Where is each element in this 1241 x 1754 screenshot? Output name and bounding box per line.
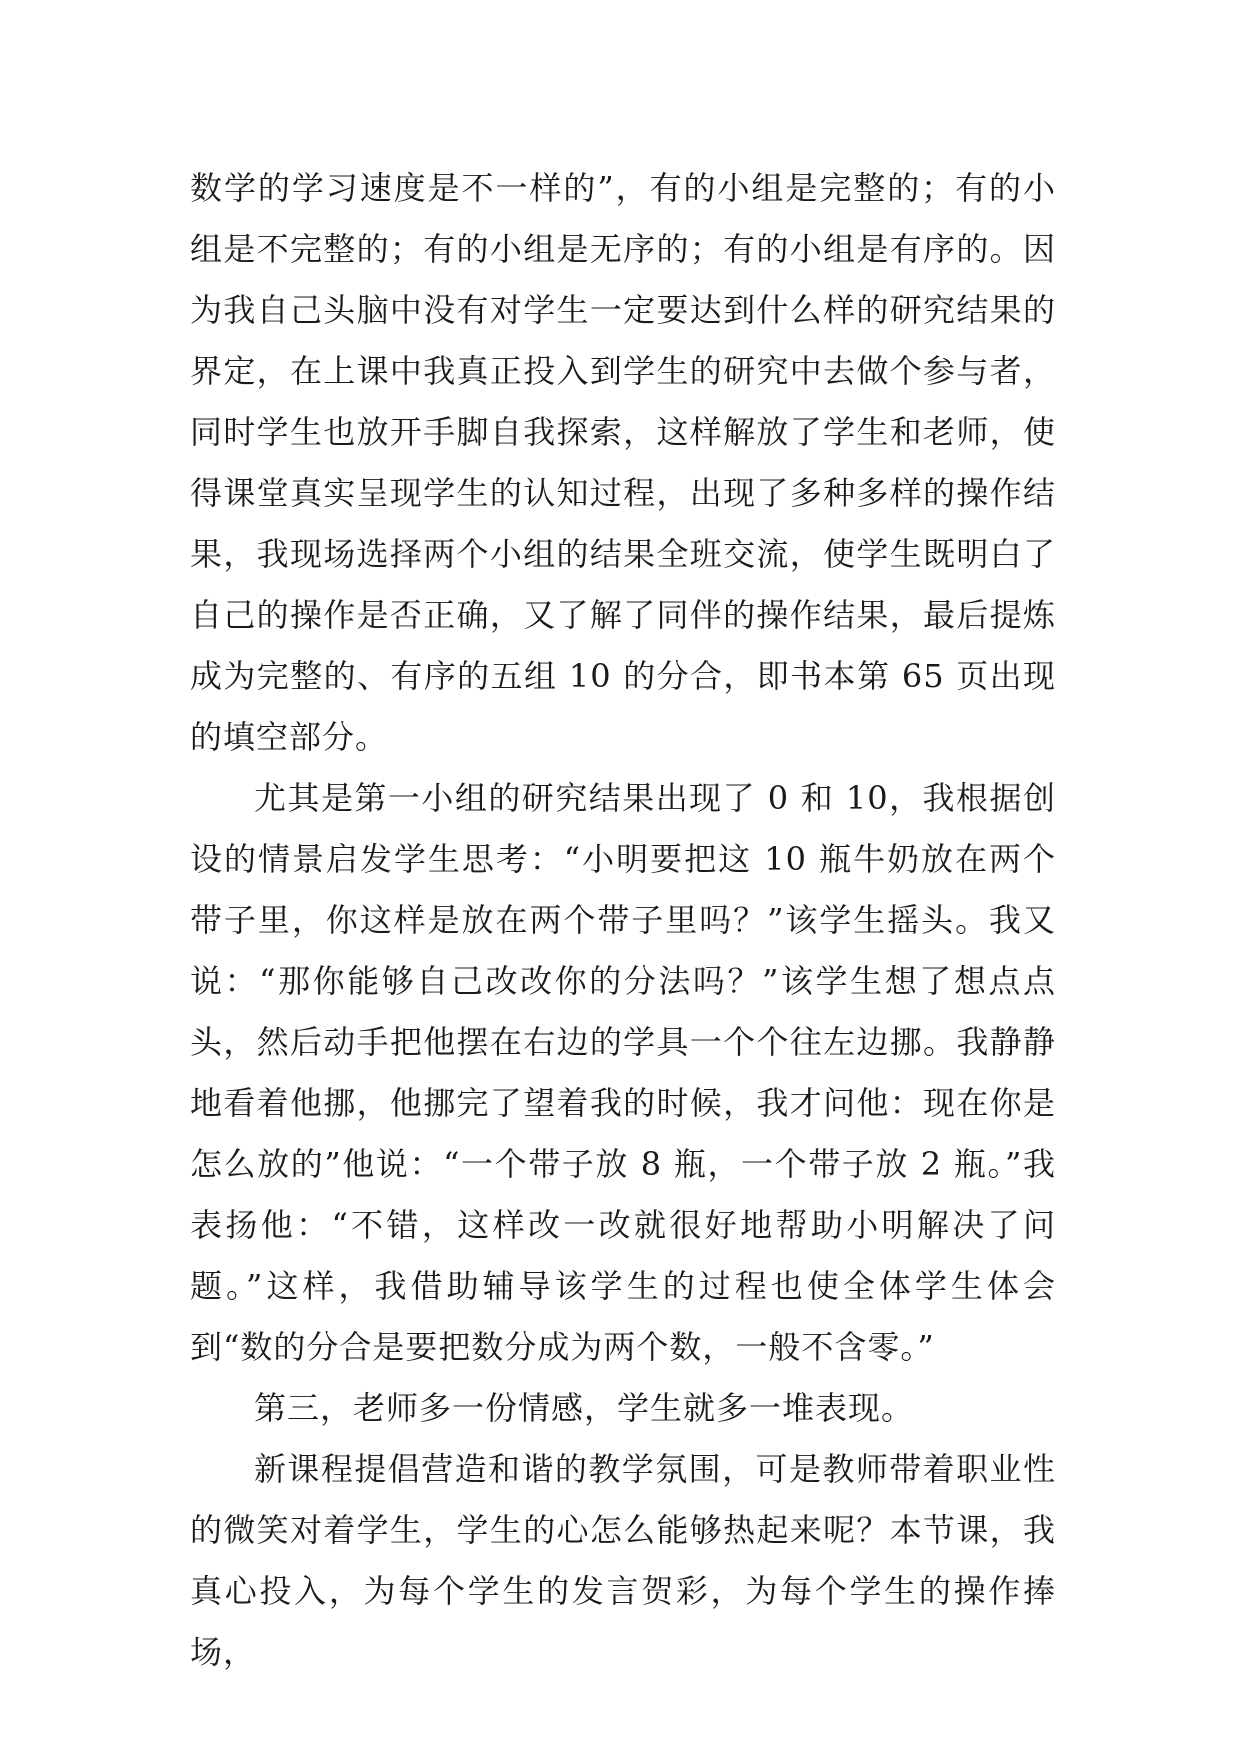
- document-body: [190, 158, 1056, 1683]
- paragraph-2: 尤其是第一小组的研究结果出现了 0 和 10，我根据创设的情景启发学生思考：“小明要把这 10 瓶牛奶放在两个带子里，你这样是放在两个带子里吗？”该学生摇头。我又说：“那你能够自己改改你的分法吗？”该学生想了想点点头，然后动手把他摆在右边的学具一个个往左边挪。我静静地看着他挪，他挪完了望着我的时候，我才问他：现在你是怎么放的”他说：“一个带子放 8 瓶，一个带子放 2 瓶。”我表扬他：“不错，这样改一改就很好地帮助小明解决了问题。”这样，我借助辅导该学生的过程也使全体学生体会到“数的分合是要把数分成为两个数，一般不含零。”: [190, 779, 1056, 1366]
- paragraph-4: 新课程提倡营造和谐的教学氛围，可是教师带着职业性的微笑对着学生，学生的心怎么能够热起来呢？本节课，我真心投入，为每个学生的发言贺彩，为每个学生的操作捧场，: [190, 1450, 1056, 1671]
- paragraph-1: 数学的学习速度是不一样的”，有的小组是完整的；有的小组是不完整的；有的小组是无序的；有的小组是有序的。因为我自己头脑中没有对学生一定要达到什么样的研究结果的界定，在上课中我真正投入到学生的研究中去做个参与者，同时学生也放开手脚自我探索，这样解放了学生和老师，使得课堂真实呈现学生的认知过程，出现了多种多样的操作结果，我现场选择两个小组的结果全班交流，使学生既明白了自己的操作是否正确，又了解了同伴的操作结果，最后提炼成为完整的、有序的五组 10 的分合，即书本第 65 页出现的填空部分。: [190, 169, 1056, 756]
- paragraph-3: 第三，老师多一份情感，学生就多一堆表现。: [254, 1389, 915, 1427]
